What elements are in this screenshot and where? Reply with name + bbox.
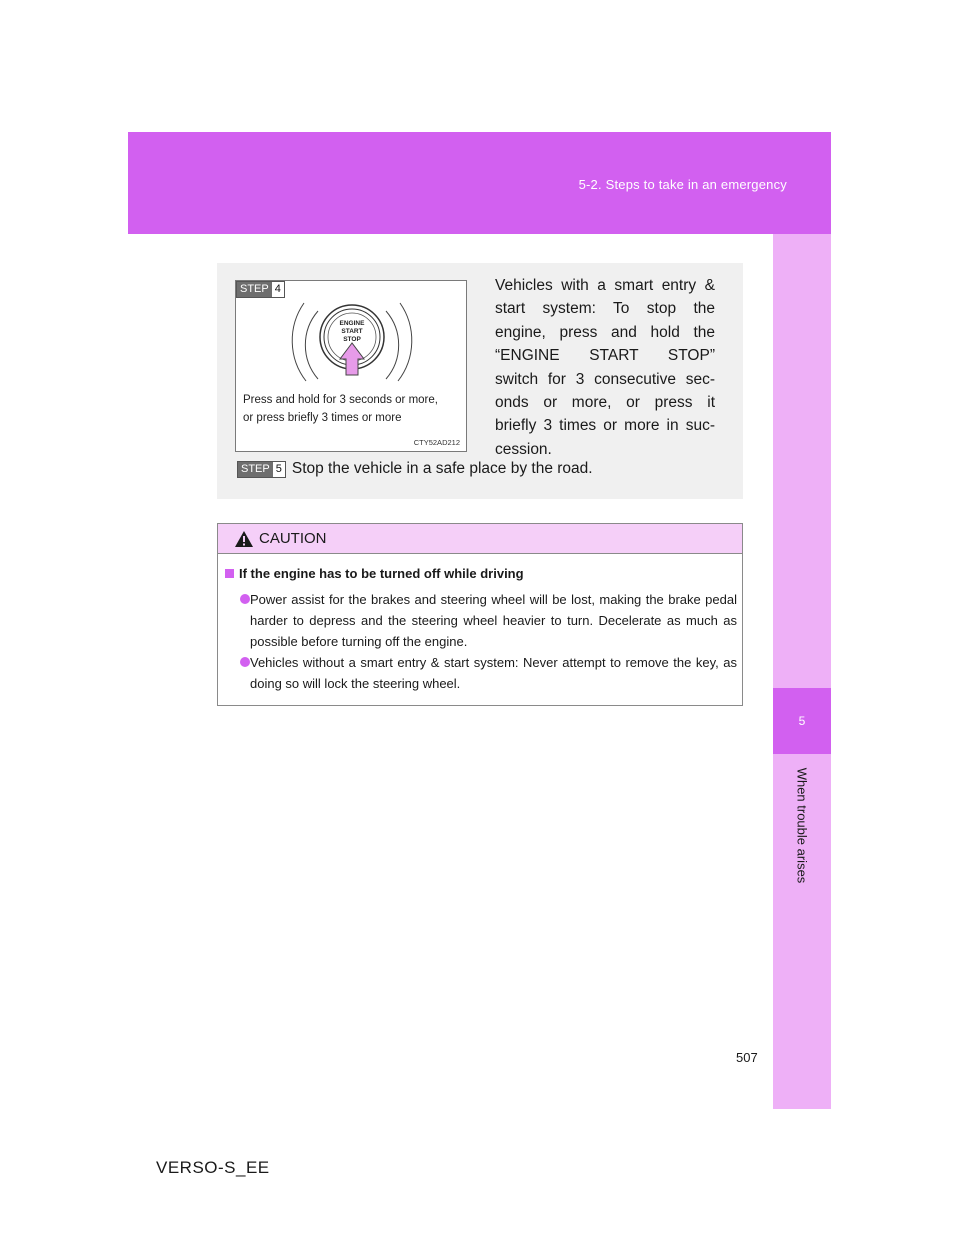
chapter-label (773, 760, 831, 890)
round-bullet-icon (240, 594, 250, 604)
chapter-side-tab (773, 234, 831, 1109)
step-panel (217, 263, 743, 499)
caution-box (217, 523, 743, 706)
step5-row (237, 460, 593, 478)
step4-text-line: engine, press and hold the (495, 323, 715, 341)
step4-text-line: onds or more, or press it (495, 394, 715, 412)
button-text-start: START (341, 328, 363, 335)
step5-badge-label: STEP (238, 462, 273, 477)
step4-text-line: switch for 3 consecutive sec- (495, 370, 715, 388)
step4-text-line: cession. (495, 440, 552, 458)
chapter-label-text: When trouble arises (794, 767, 810, 883)
step5-badge-number: 5 (273, 462, 285, 477)
caution-heading (225, 566, 524, 581)
figure-code: CTY52AD212 (413, 438, 460, 447)
caution-heading-text: If the engine has to be turned off while driving (239, 566, 524, 581)
button-text-engine: ENGINE (339, 320, 365, 327)
step4-text-line: start system: To stop the (495, 300, 715, 318)
button-text-stop: STOP (343, 336, 361, 343)
step4-text-line: Vehicles with a smart entry & (495, 277, 715, 294)
warning-triangle-icon (234, 530, 254, 548)
step4-text-line: “ENGINE START STOP” (495, 347, 715, 365)
caution-bullet-text: Vehicles without a smart entry & start system: Never attempt to remove the key, as doing so will lock the steering wheel. (250, 655, 737, 691)
caution-bullet-text: Power assist for the brakes and steering wheel will be lost, making the brake pedal harder to depress and the steering wheel heavier to turn. Decelerate as much as possible before turning off the engine. (250, 592, 737, 649)
caution-header (218, 524, 742, 554)
step4-badge-number: 4 (272, 282, 284, 297)
caution-title: CAUTION (259, 530, 327, 547)
page-number: 507 (736, 1050, 758, 1065)
engine-start-stop-button-illustration (236, 281, 466, 391)
step4-text-line: briefly 3 times or more in suc- (495, 417, 715, 435)
figure-caption-line: Press and hold for 3 seconds or more, (243, 394, 438, 406)
round-bullet-icon (240, 657, 250, 667)
step4-description (495, 274, 715, 461)
caution-bullet (240, 589, 737, 652)
chapter-number: 5 (773, 688, 831, 754)
figure-caption-line: or press briefly 3 times or more (243, 412, 402, 424)
section-header-band (128, 132, 831, 234)
footer-code: VERSO-S_EE (156, 1158, 270, 1177)
step4-badge-label: STEP (237, 282, 272, 297)
engine-button-figure (235, 280, 467, 452)
step5-badge (237, 461, 286, 478)
caution-bullet (240, 652, 737, 694)
figure-caption (243, 391, 463, 427)
square-bullet-icon (225, 569, 234, 578)
section-title: 5-2. Steps to take in an emergency (578, 177, 787, 192)
step5-text: Stop the vehicle in a safe place by the road. (291, 460, 593, 477)
